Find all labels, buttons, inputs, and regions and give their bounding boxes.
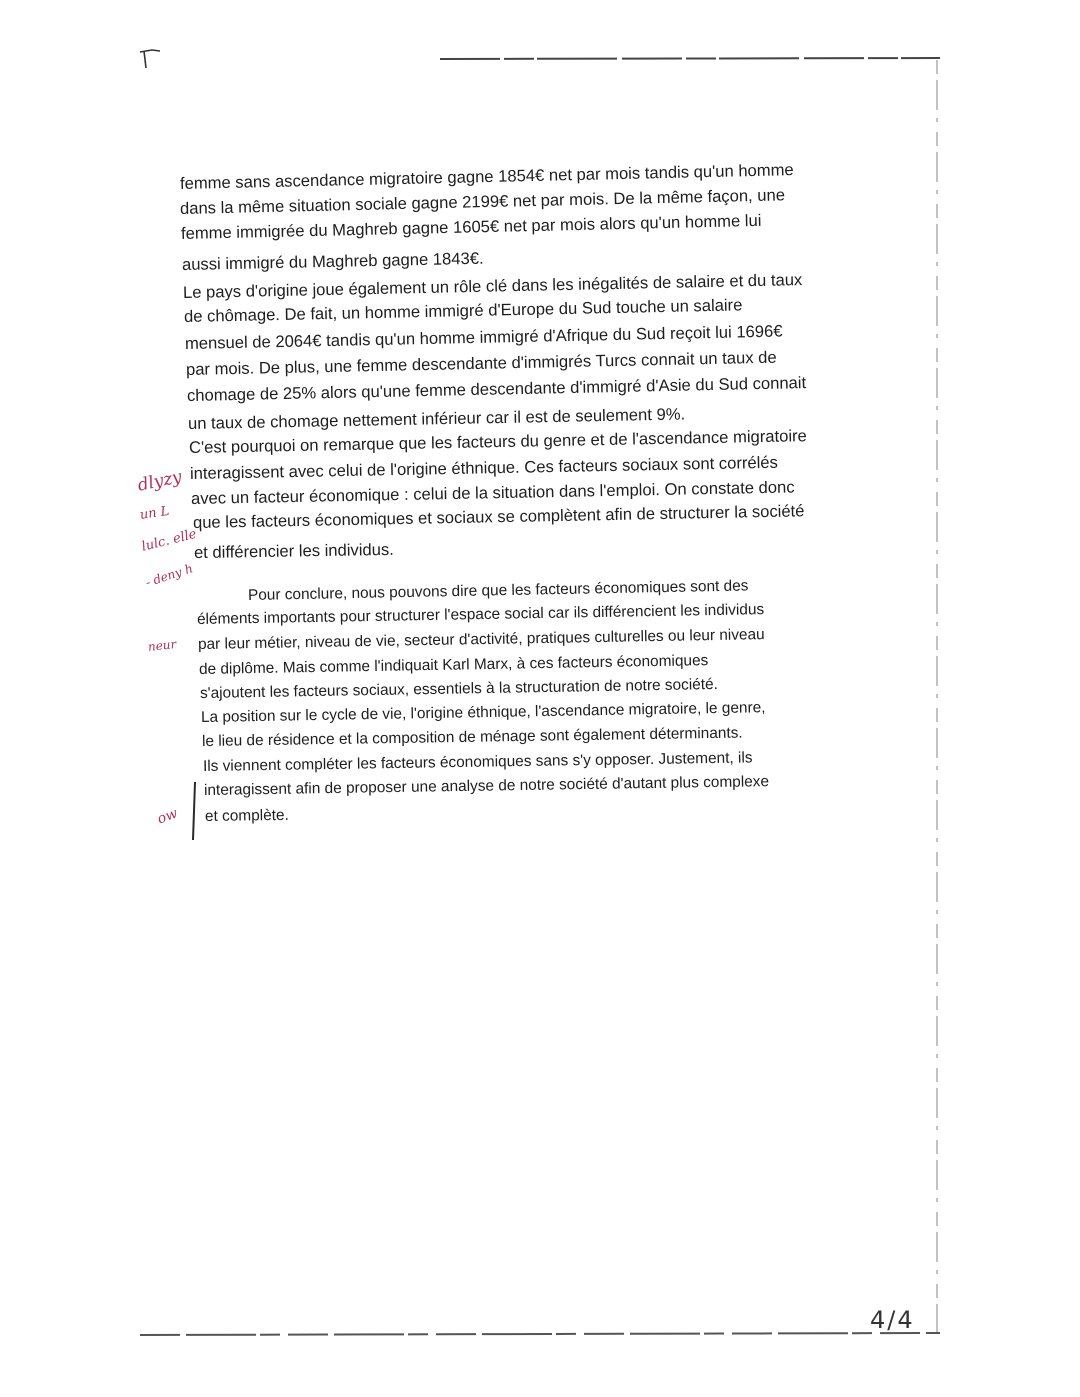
text-line: chomage de 25% alors qu'une femme descendante d'immigré d'Asie du Sud connait bbox=[186, 373, 807, 405]
text-line: Ils viennent compléter les facteurs économiques sans s'y opposer. Justement, ils bbox=[202, 749, 753, 775]
text-line: et différencier les individus. bbox=[193, 539, 394, 562]
text-line: de chômage. De fait, un homme immigré d'Europe du Sud touche un salaire bbox=[183, 295, 743, 326]
text-line: dans la même situation sociale gagne 2199€ net par mois. De la même façon, une bbox=[179, 185, 786, 218]
text-line: s'ajoutent les facteurs sociaux, essentiels à la structuration de notre société. bbox=[199, 675, 719, 702]
text-line: éléments importants pour structurer l'espace social car ils différencient les individus bbox=[196, 601, 765, 628]
margin-annotation: lulc. elle bbox=[140, 526, 199, 555]
text-line: La position sur le cycle de vie, l'origine éthnique, l'ascendance migratoire, le genre, bbox=[200, 699, 766, 726]
text-line: Pour conclure, nous pouvons dire que les facteurs économiques sont des bbox=[247, 577, 749, 604]
text-line: et complète. bbox=[204, 806, 289, 825]
margin-annotation: - deny h bbox=[143, 561, 195, 590]
page-number: 4/4 bbox=[870, 1306, 915, 1334]
text-line: femme immigrée du Maghreb gagne 1605€ net par mois alors qu'un homme lui bbox=[180, 210, 762, 243]
text-line: avec un facteur économique : celui de la situation dans l'emploi. On constate donc bbox=[190, 477, 795, 508]
margin-annotation: un L bbox=[138, 503, 171, 523]
text-line: par leur métier, niveau de vie, secteur d'activité, pratiques culturelles ou leur niveau bbox=[197, 626, 765, 653]
text-line: femme sans ascendance migratoire gagne 1854€ net par mois tandis qu'un homme bbox=[179, 160, 794, 193]
text-line: un taux de chomage nettement inférieur car il est de seulement 9%. bbox=[187, 404, 686, 433]
text-line: le lieu de résidence et la composition de ménage sont également déterminants. bbox=[201, 724, 743, 750]
text-line: C'est pourquoi on remarque que les facteurs du genre et de l'ascendance migratoire bbox=[188, 426, 807, 457]
margin-annotation: neur bbox=[147, 637, 177, 654]
text-line: que les facteurs économiques et sociaux se complètent afin de structurer la société bbox=[192, 501, 805, 532]
margin-annotation: ow bbox=[155, 805, 180, 828]
text-line: de diplôme. Mais comme l'indiquait Karl Marx, à ces facteurs économiques bbox=[198, 652, 709, 678]
text-line: Le pays d'origine joue également un rôle clé dans les inégalités de salaire et du taux bbox=[182, 270, 803, 302]
text-line: mensuel de 2064€ tandis qu'un homme immigré d'Afrique du Sud reçoit lui 1696€ bbox=[184, 321, 783, 353]
text-line: aussi immigré du Maghreb gagne 1843€. bbox=[181, 248, 484, 274]
text-line: interagissent afin de proposer une analyse de notre société d'autant plus complexe bbox=[203, 773, 770, 799]
text-line: interagissent avec celui de l'origine éthnique. Ces facteurs sociaux sont corrélés bbox=[189, 452, 779, 483]
margin-annotation: dlyzy bbox=[135, 466, 184, 496]
text-line: par mois. De plus, une femme descendante d'immigrés Turcs connait un taux de bbox=[185, 347, 777, 379]
